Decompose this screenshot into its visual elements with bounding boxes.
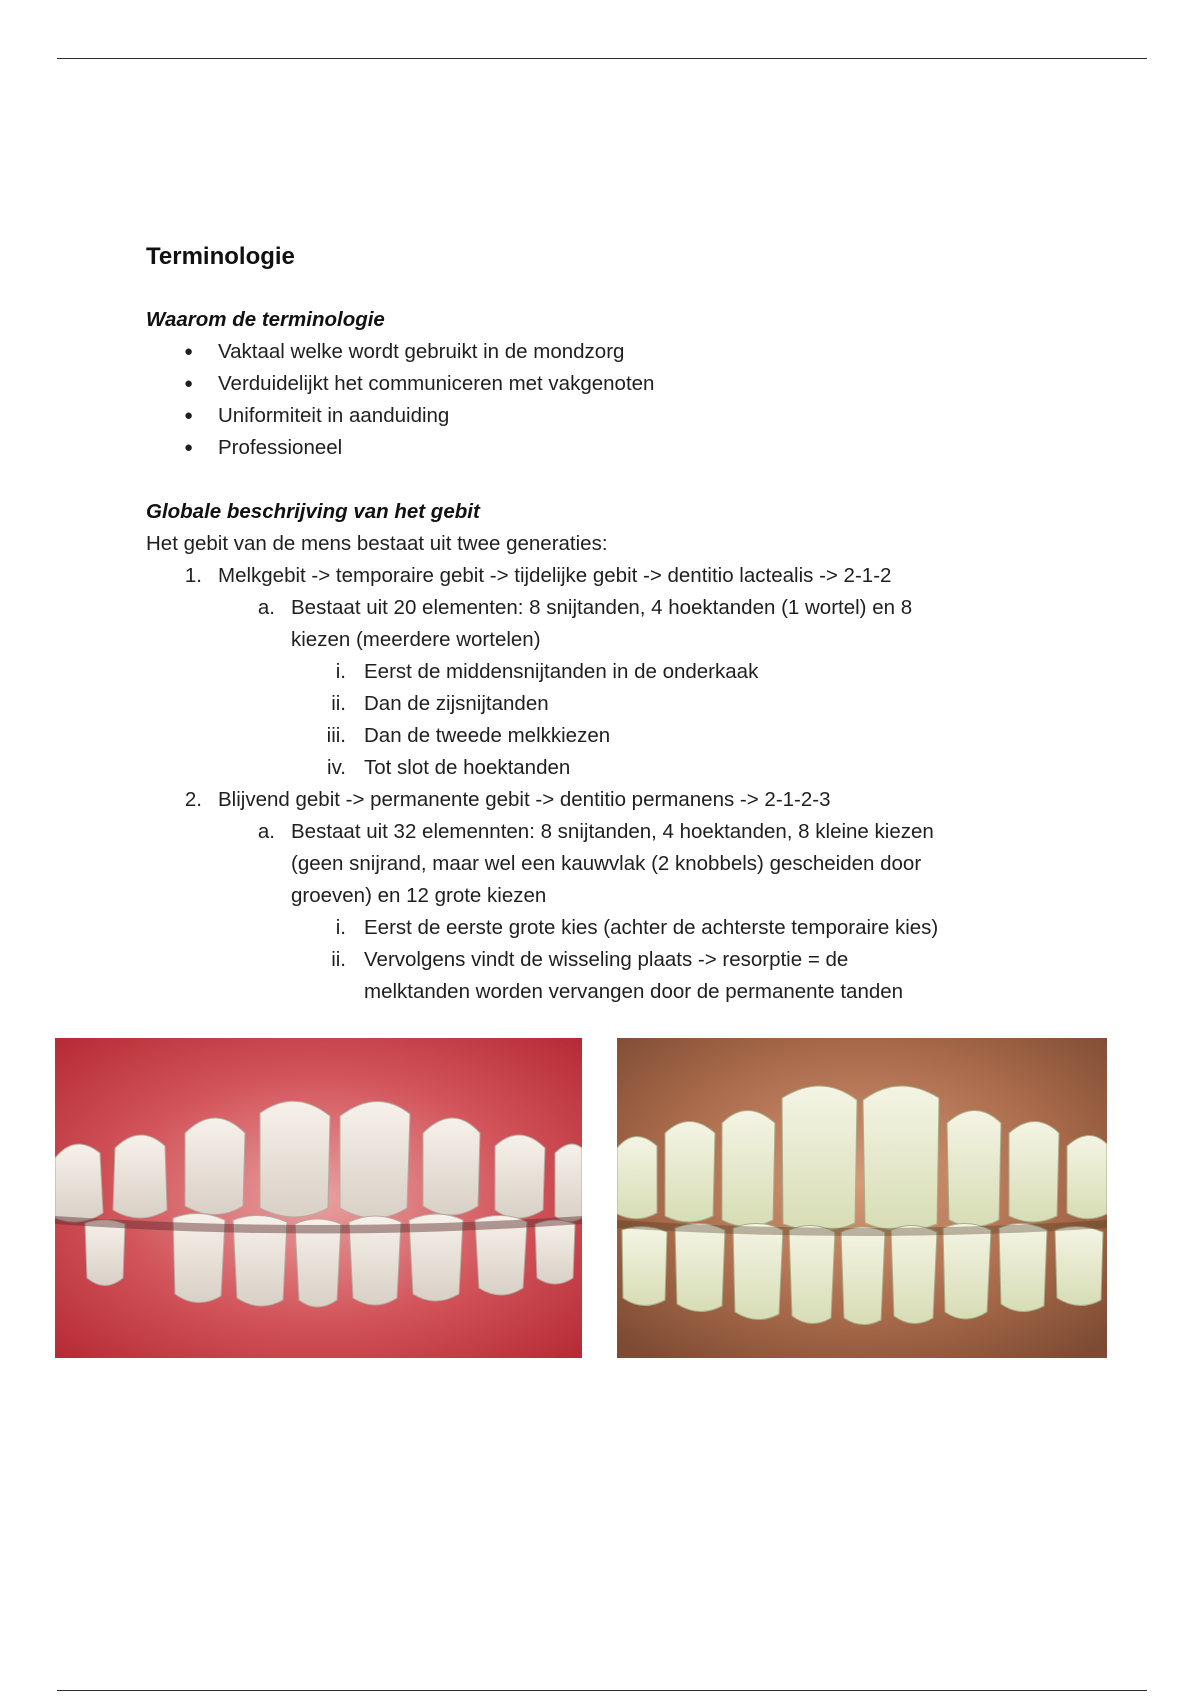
bullet-item: ● Vaktaal welke wordt gebruikt in de mondzorg xyxy=(146,336,1106,368)
bullet-item: ● Verduidelijkt het communiceren met vakgenoten xyxy=(146,368,1106,400)
bullet-item: ● Uniformiteit in aanduiding xyxy=(146,400,1106,432)
numbered-item-permanent xyxy=(146,784,1106,816)
step-continuation: melktanden worden vervangen door de permanente tanden xyxy=(364,980,904,1003)
list-marker: i. xyxy=(335,660,346,683)
list-marker: i. xyxy=(335,916,346,939)
photo-deciduous-teeth xyxy=(55,1038,582,1358)
numbered-item-deciduous xyxy=(146,560,1106,592)
list-marker: iii. xyxy=(326,724,346,747)
document-body xyxy=(146,240,1106,1008)
step-item xyxy=(146,688,1106,720)
step-item xyxy=(146,720,1106,752)
page-heading: Terminologie xyxy=(146,243,295,270)
list-marker: ii. xyxy=(331,948,346,971)
list-marker: ii. xyxy=(331,692,346,715)
step-text: Dan de tweede melkkiezen xyxy=(364,724,611,747)
sub-item-continuation: groeven) en 12 grote kiezen xyxy=(291,884,547,907)
section-intro: Het gebit van de mens bestaat uit twee generaties: xyxy=(146,532,608,555)
step-text: Vervolgens vindt de wisseling plaats -> resorptie = de xyxy=(364,948,849,971)
step-text: Dan de zijsnijtanden xyxy=(364,692,549,715)
sub-item-text: Bestaat uit 20 elementen: 8 snijtanden, 4 hoektanden (1 wortel) en 8 xyxy=(291,596,913,619)
step-text: Tot slot de hoektanden xyxy=(364,756,571,779)
sub-item xyxy=(146,592,1106,624)
section-title-why: Waarom de terminologie xyxy=(146,308,385,331)
list-item-text: Blijvend gebit -> permanente gebit -> dentitio permanens -> 2-1-2-3 xyxy=(218,788,831,811)
step-item xyxy=(146,752,1106,784)
step-item xyxy=(146,656,1106,688)
list-marker: a. xyxy=(257,596,275,619)
step-text: Eerst de middensnijtanden in de onderkaak xyxy=(364,660,759,683)
list-marker: a. xyxy=(257,820,275,843)
sub-item-continuation: (geen snijrand, maar wel een kauwvlak (2 knobbels) gescheiden door xyxy=(291,852,922,875)
step-text: Eerst de eerste grote kies (achter de achterste temporaire kies) xyxy=(364,916,939,939)
sub-item xyxy=(146,816,1106,848)
list-marker: iv. xyxy=(327,756,346,779)
step-item xyxy=(146,944,1106,976)
sub-item-text: Bestaat uit 32 elemennten: 8 snijtanden, 4 hoektanden, 8 kleine kiezen xyxy=(291,820,934,843)
list-marker: 1. xyxy=(184,564,202,587)
footer-rule xyxy=(57,1690,1147,1691)
list-marker: 2. xyxy=(184,788,202,811)
list-item-text: Melkgebit -> temporaire gebit -> tijdelijke gebit -> dentitio lactealis -> 2-1-2 xyxy=(218,564,892,587)
bullet-item: ● Professioneel xyxy=(146,432,1106,464)
step-item xyxy=(146,912,1106,944)
section-title-description: Globale beschrijving van het gebit xyxy=(146,500,480,523)
sub-item-continuation: kiezen (meerdere wortelen) xyxy=(291,628,541,651)
header-rule xyxy=(57,58,1147,59)
photo-permanent-teeth xyxy=(617,1038,1107,1358)
